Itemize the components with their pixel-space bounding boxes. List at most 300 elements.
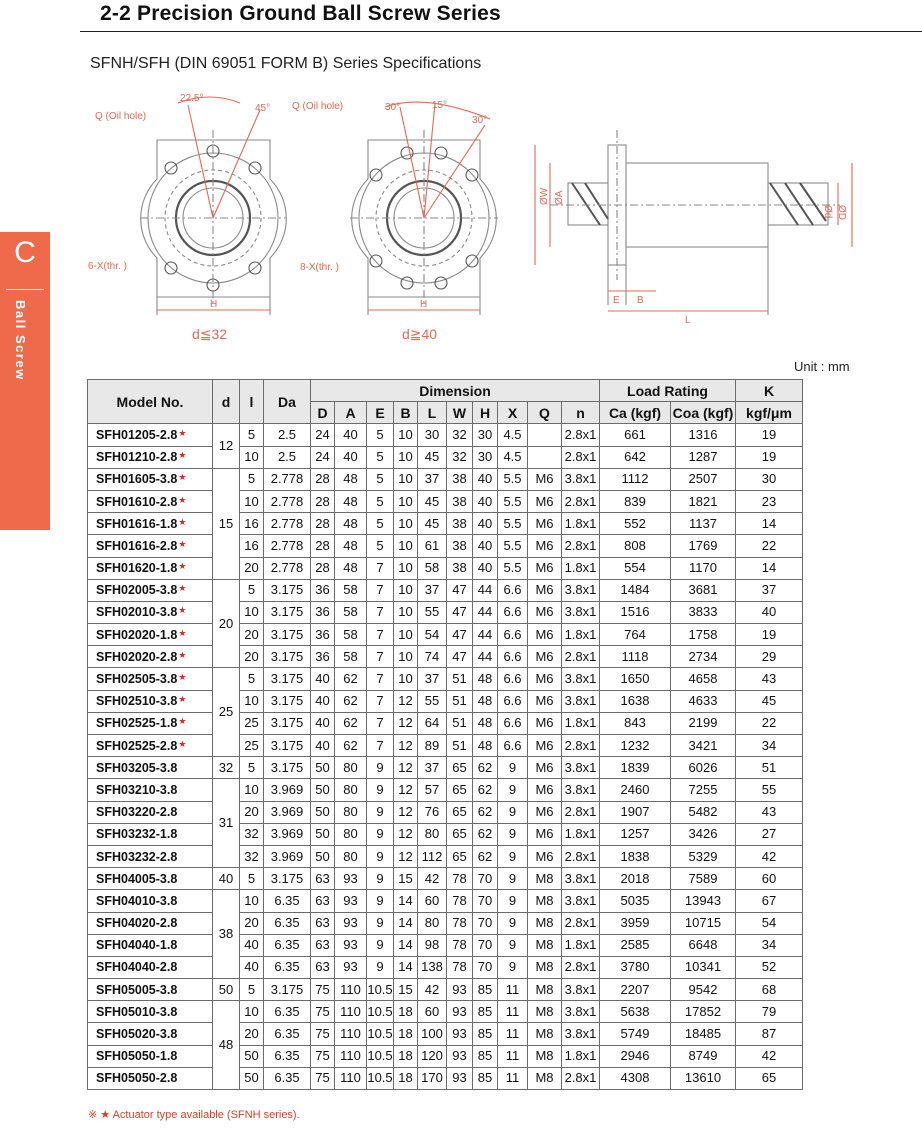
value-cell: 6.35 (264, 1067, 311, 1089)
left-angle-2: 45° (255, 103, 271, 114)
table-row (88, 579, 803, 601)
value-cell: 7 (367, 601, 394, 623)
value-cell: 11 (498, 1001, 528, 1023)
value-cell: M8 (528, 934, 562, 956)
value-cell: 51 (736, 757, 803, 779)
value-cell: 3.8x1 (562, 468, 600, 490)
header-ca: Ca (kgf) (600, 402, 671, 424)
value-cell: 1.8x1 (562, 513, 600, 535)
value-cell: 22 (736, 712, 803, 734)
value-cell: 2.778 (264, 490, 311, 512)
value-cell: 839 (600, 490, 671, 512)
value-cell: 1839 (600, 757, 671, 779)
value-cell: 32 (240, 845, 264, 867)
value-cell: 34 (736, 934, 803, 956)
model-cell (88, 979, 213, 1001)
value-cell: 6.6 (498, 579, 528, 601)
table-row (88, 1001, 803, 1023)
value-cell: 78 (447, 912, 473, 934)
value-cell: 20 (240, 557, 264, 579)
value-cell: 9 (498, 890, 528, 912)
value-cell: 80 (418, 912, 447, 934)
value-cell: 40 (311, 668, 335, 690)
value-cell: 3.8x1 (562, 890, 600, 912)
value-cell: 1.8x1 (562, 1045, 600, 1067)
value-cell: 80 (418, 823, 447, 845)
middle-thread-label: 8-X(thr. ) (300, 262, 339, 273)
side-w-label: ØW (539, 187, 550, 205)
model-number: SFH01616-2.8 (96, 538, 178, 553)
value-cell: 5.5 (498, 557, 528, 579)
value-cell: 85 (473, 1045, 498, 1067)
value-cell: 62 (473, 845, 498, 867)
model-number: SFH01605-3.8 (96, 472, 178, 487)
value-cell: 1758 (671, 624, 736, 646)
value-cell: M6 (528, 845, 562, 867)
model-number: SFH04010-3.8 (96, 893, 178, 908)
value-cell: 19 (736, 624, 803, 646)
value-cell: 37 (736, 579, 803, 601)
value-cell: 2.778 (264, 513, 311, 535)
header-d: d (213, 380, 240, 424)
value-cell: 18 (394, 1045, 418, 1067)
value-cell: 20 (240, 912, 264, 934)
middle-angle-2: 15° (432, 100, 448, 111)
value-cell: 45 (736, 690, 803, 712)
shaft-diameter-cell: 15 (213, 468, 240, 579)
value-cell: 45 (418, 513, 447, 535)
value-cell: 78 (447, 890, 473, 912)
value-cell: 1638 (600, 690, 671, 712)
value-cell: 6648 (671, 934, 736, 956)
value-cell: 9 (367, 912, 394, 934)
value-cell: 1650 (600, 668, 671, 690)
shaft-diameter-cell: 48 (213, 1001, 240, 1090)
header-k-unit: kgf/μm (736, 402, 803, 424)
value-cell: 40 (473, 535, 498, 557)
value-cell: 47 (447, 646, 473, 668)
value-cell: 14 (394, 912, 418, 934)
value-cell: 11 (498, 1045, 528, 1067)
header-l: l (240, 380, 264, 424)
specifications-table (87, 379, 803, 1090)
value-cell: 75 (311, 1067, 335, 1089)
value-cell: 10 (394, 535, 418, 557)
shaft-diameter-cell: 50 (213, 979, 240, 1001)
value-cell: 44 (473, 601, 498, 623)
value-cell: 8749 (671, 1045, 736, 1067)
value-cell: 10715 (671, 912, 736, 934)
value-cell: 11 (498, 1023, 528, 1045)
value-cell: 12 (394, 712, 418, 734)
actuator-star-icon: ★ (178, 738, 187, 749)
value-cell: 10 (394, 646, 418, 668)
value-cell: 7255 (671, 779, 736, 801)
table-row (88, 801, 803, 823)
value-cell: 70 (473, 912, 498, 934)
value-cell: 3.8x1 (562, 690, 600, 712)
value-cell: 5482 (671, 801, 736, 823)
value-cell: 110 (335, 979, 367, 1001)
value-cell: 61 (418, 535, 447, 557)
value-cell: 44 (473, 579, 498, 601)
header-dim-D: D (311, 402, 335, 424)
value-cell: 52 (736, 956, 803, 978)
header-dim-H: H (473, 402, 498, 424)
value-cell: M8 (528, 979, 562, 1001)
table-row (88, 513, 803, 535)
footnote: ※ ★ Actuator type available (SFNH series). (88, 1109, 300, 1121)
value-cell: 4.5 (498, 446, 528, 468)
value-cell: 87 (736, 1023, 803, 1045)
value-cell: 3.969 (264, 845, 311, 867)
shaft-diameter-cell: 38 (213, 890, 240, 979)
table-row (88, 845, 803, 867)
value-cell: 3.8x1 (562, 1023, 600, 1045)
value-cell: 6.6 (498, 601, 528, 623)
model-number: SFH03210-3.8 (96, 782, 178, 797)
value-cell: 10 (240, 490, 264, 512)
table-row (88, 668, 803, 690)
value-cell: 93 (335, 912, 367, 934)
table-row (88, 557, 803, 579)
value-cell: 63 (311, 934, 335, 956)
value-cell: 48 (335, 535, 367, 557)
actuator-star-icon: ★ (178, 649, 187, 660)
actuator-star-icon: ★ (178, 605, 187, 616)
value-cell: 4.5 (498, 424, 528, 446)
value-cell: 22 (736, 535, 803, 557)
value-cell: 28 (311, 513, 335, 535)
value-cell: 3.175 (264, 690, 311, 712)
value-cell: 9 (498, 912, 528, 934)
value-cell: 5.5 (498, 513, 528, 535)
value-cell: 10 (394, 601, 418, 623)
value-cell: M6 (528, 735, 562, 757)
value-cell: 642 (600, 446, 671, 468)
value-cell: 12 (394, 690, 418, 712)
value-cell: 6.35 (264, 956, 311, 978)
value-cell: 19 (736, 424, 803, 446)
value-cell: 28 (311, 535, 335, 557)
value-cell: M8 (528, 956, 562, 978)
value-cell: 5 (240, 757, 264, 779)
value-cell: 7 (367, 690, 394, 712)
value-cell: 42 (418, 979, 447, 1001)
value-cell: 45 (418, 490, 447, 512)
left-caption: d≦32 (192, 326, 228, 342)
value-cell: 34 (736, 735, 803, 757)
side-d-label: Ød (822, 205, 833, 219)
value-cell: M8 (528, 1001, 562, 1023)
value-cell: M8 (528, 1023, 562, 1045)
value-cell: 38 (447, 468, 473, 490)
value-cell: 5 (240, 468, 264, 490)
value-cell: 40 (311, 690, 335, 712)
model-number: SFH02505-3.8 (96, 672, 178, 687)
header-dim-X: X (498, 402, 528, 424)
value-cell: 40 (335, 446, 367, 468)
value-cell: 9 (498, 845, 528, 867)
value-cell: 3.8x1 (562, 868, 600, 890)
value-cell: 12 (394, 757, 418, 779)
table-body (88, 424, 803, 1090)
value-cell: 5 (367, 446, 394, 468)
value-cell: M6 (528, 557, 562, 579)
header-load-rating: Load Rating (600, 380, 736, 402)
value-cell: 808 (600, 535, 671, 557)
value-cell: 1287 (671, 446, 736, 468)
model-cell (88, 446, 213, 468)
value-cell: 2.8x1 (562, 1067, 600, 1089)
value-cell: 57 (418, 779, 447, 801)
value-cell: 37 (418, 757, 447, 779)
value-cell: 47 (447, 624, 473, 646)
header-dim-E: E (367, 402, 394, 424)
model-cell (88, 490, 213, 512)
table-row (88, 757, 803, 779)
value-cell: 6.6 (498, 646, 528, 668)
table-row (88, 979, 803, 1001)
model-cell (88, 1045, 213, 1067)
value-cell: 36 (311, 624, 335, 646)
value-cell: 70 (473, 868, 498, 890)
value-cell: 65 (447, 845, 473, 867)
value-cell: 1907 (600, 801, 671, 823)
value-cell: M8 (528, 1045, 562, 1067)
value-cell: 5.5 (498, 490, 528, 512)
value-cell: 10 (240, 446, 264, 468)
value-cell: 11 (498, 1067, 528, 1089)
model-cell (88, 535, 213, 557)
value-cell: 93 (447, 1045, 473, 1067)
actuator-star-icon: ★ (178, 672, 187, 683)
value-cell: M6 (528, 490, 562, 512)
page-subtitle: SFNH/SFH (DIN 69051 FORM B) Series Specifications (90, 55, 482, 72)
value-cell: 2.8x1 (562, 956, 600, 978)
side-D-label: ØD (836, 205, 847, 220)
value-cell: 40 (736, 601, 803, 623)
table-row (88, 912, 803, 934)
value-cell: 5035 (600, 890, 671, 912)
value-cell: 2.8x1 (562, 801, 600, 823)
value-cell: M6 (528, 668, 562, 690)
value-cell: 80 (335, 801, 367, 823)
actuator-star-icon: ★ (178, 627, 187, 638)
value-cell: 6.35 (264, 912, 311, 934)
model-cell (88, 735, 213, 757)
value-cell: 55 (418, 690, 447, 712)
value-cell: 70 (473, 956, 498, 978)
value-cell: 9 (367, 890, 394, 912)
value-cell: 80 (335, 779, 367, 801)
value-cell: 36 (311, 646, 335, 668)
side-e-label: E (613, 295, 620, 306)
actuator-star-icon: ★ (178, 716, 187, 727)
value-cell: 24 (311, 424, 335, 446)
value-cell: M6 (528, 690, 562, 712)
value-cell: 110 (335, 1045, 367, 1067)
page-title: 2-2 Precision Ground Ball Screw Series (100, 2, 501, 25)
value-cell: 60 (418, 890, 447, 912)
value-cell: 55 (418, 601, 447, 623)
value-cell: 10 (240, 890, 264, 912)
model-number: SFH01610-2.8 (96, 494, 178, 509)
value-cell: 27 (736, 823, 803, 845)
value-cell: M8 (528, 912, 562, 934)
value-cell: 78 (447, 934, 473, 956)
value-cell: 3.8x1 (562, 979, 600, 1001)
value-cell: 70 (473, 934, 498, 956)
value-cell: M6 (528, 468, 562, 490)
model-number: SFH02020-1.8 (96, 627, 178, 642)
value-cell: 12 (394, 801, 418, 823)
value-cell: 51 (447, 668, 473, 690)
table-row (88, 956, 803, 978)
value-cell: 65 (447, 823, 473, 845)
value-cell: 44 (473, 646, 498, 668)
value-cell: 5 (367, 535, 394, 557)
middle-oil-hole-label: Q (Oil hole) (292, 101, 344, 112)
value-cell: 40 (473, 513, 498, 535)
value-cell: 93 (447, 1001, 473, 1023)
value-cell: 42 (736, 845, 803, 867)
value-cell: 110 (335, 1067, 367, 1089)
value-cell: 7 (367, 557, 394, 579)
value-cell: 37 (418, 579, 447, 601)
value-cell: 62 (473, 779, 498, 801)
middle-angle-1: 30° (385, 102, 401, 113)
value-cell: 2.8x1 (562, 446, 600, 468)
value-cell: 50 (240, 1067, 264, 1089)
value-cell: 62 (335, 690, 367, 712)
value-cell: 3.175 (264, 712, 311, 734)
side-tab (0, 232, 50, 530)
value-cell: 89 (418, 735, 447, 757)
value-cell: 45 (418, 446, 447, 468)
value-cell: 10 (240, 690, 264, 712)
model-number: SFH05005-3.8 (96, 982, 178, 997)
value-cell: 9 (367, 779, 394, 801)
table-row (88, 1067, 803, 1089)
value-cell: 50 (240, 1045, 264, 1067)
value-cell: 9 (498, 956, 528, 978)
model-number: SFH02510-3.8 (96, 694, 178, 709)
value-cell: 40 (311, 712, 335, 734)
table-row (88, 490, 803, 512)
value-cell: 7 (367, 735, 394, 757)
actuator-star-icon: ★ (178, 494, 187, 505)
model-number: SFH05010-3.8 (96, 1004, 178, 1019)
header-coa: Coa (kgf) (671, 402, 736, 424)
value-cell: M8 (528, 1067, 562, 1089)
value-cell: 47 (447, 601, 473, 623)
value-cell: 2.5 (264, 446, 311, 468)
value-cell: 58 (335, 646, 367, 668)
value-cell: 10 (394, 668, 418, 690)
value-cell: 64 (418, 712, 447, 734)
header-dim-n: n (562, 402, 600, 424)
value-cell: 37 (418, 668, 447, 690)
value-cell: 10.5 (367, 1023, 394, 1045)
table-row (88, 779, 803, 801)
value-cell: 75 (311, 1001, 335, 1023)
actuator-star-icon: ★ (178, 427, 187, 438)
value-cell: 30 (473, 446, 498, 468)
header-dim-B: B (394, 402, 418, 424)
table-row (88, 934, 803, 956)
value-cell: 112 (418, 845, 447, 867)
model-number: SFH04040-2.8 (96, 960, 178, 975)
value-cell: 54 (418, 624, 447, 646)
value-cell: 7 (367, 624, 394, 646)
value-cell: 1316 (671, 424, 736, 446)
side-l-label: L (685, 315, 691, 326)
value-cell: 552 (600, 513, 671, 535)
shaft-diameter-cell: 20 (213, 579, 240, 668)
model-cell (88, 868, 213, 890)
value-cell: 10 (240, 601, 264, 623)
model-number: SFH01616-1.8 (96, 516, 178, 531)
value-cell: 2.778 (264, 535, 311, 557)
value-cell: 7589 (671, 868, 736, 890)
value-cell: 43 (736, 801, 803, 823)
actuator-star-icon: ★ (178, 516, 187, 527)
value-cell: 40 (335, 424, 367, 446)
value-cell: 1.8x1 (562, 624, 600, 646)
model-cell (88, 712, 213, 734)
flange-view-left (140, 97, 286, 315)
value-cell: 6.35 (264, 1001, 311, 1023)
model-cell (88, 424, 213, 446)
value-cell: 75 (311, 1045, 335, 1067)
model-number: SFH04005-3.8 (96, 871, 178, 886)
value-cell: 40 (473, 490, 498, 512)
model-cell (88, 690, 213, 712)
value-cell: 32 (447, 446, 473, 468)
value-cell: 9 (498, 801, 528, 823)
value-cell: 9 (367, 868, 394, 890)
side-b-label: B (637, 295, 644, 306)
value-cell: 38 (447, 535, 473, 557)
value-cell: 58 (335, 624, 367, 646)
value-cell: 25 (240, 712, 264, 734)
value-cell: 70 (473, 890, 498, 912)
value-cell: 62 (335, 735, 367, 757)
table-row (88, 890, 803, 912)
value-cell: 85 (473, 979, 498, 1001)
shaft-diameter-cell: 31 (213, 779, 240, 868)
value-cell: 65 (447, 757, 473, 779)
value-cell: 6.6 (498, 712, 528, 734)
value-cell: 43 (736, 668, 803, 690)
value-cell: 5 (367, 513, 394, 535)
value-cell: 5 (240, 579, 264, 601)
value-cell: 3421 (671, 735, 736, 757)
unit-label: Unit : mm (794, 359, 850, 374)
table-row (88, 712, 803, 734)
value-cell: 2.8x1 (562, 535, 600, 557)
value-cell: 78 (447, 868, 473, 890)
table-row (88, 601, 803, 623)
value-cell: 3959 (600, 912, 671, 934)
value-cell: 1170 (671, 557, 736, 579)
value-cell: 9 (498, 757, 528, 779)
value-cell: 6.6 (498, 735, 528, 757)
value-cell: 28 (311, 557, 335, 579)
value-cell: 3.175 (264, 624, 311, 646)
model-cell (88, 624, 213, 646)
